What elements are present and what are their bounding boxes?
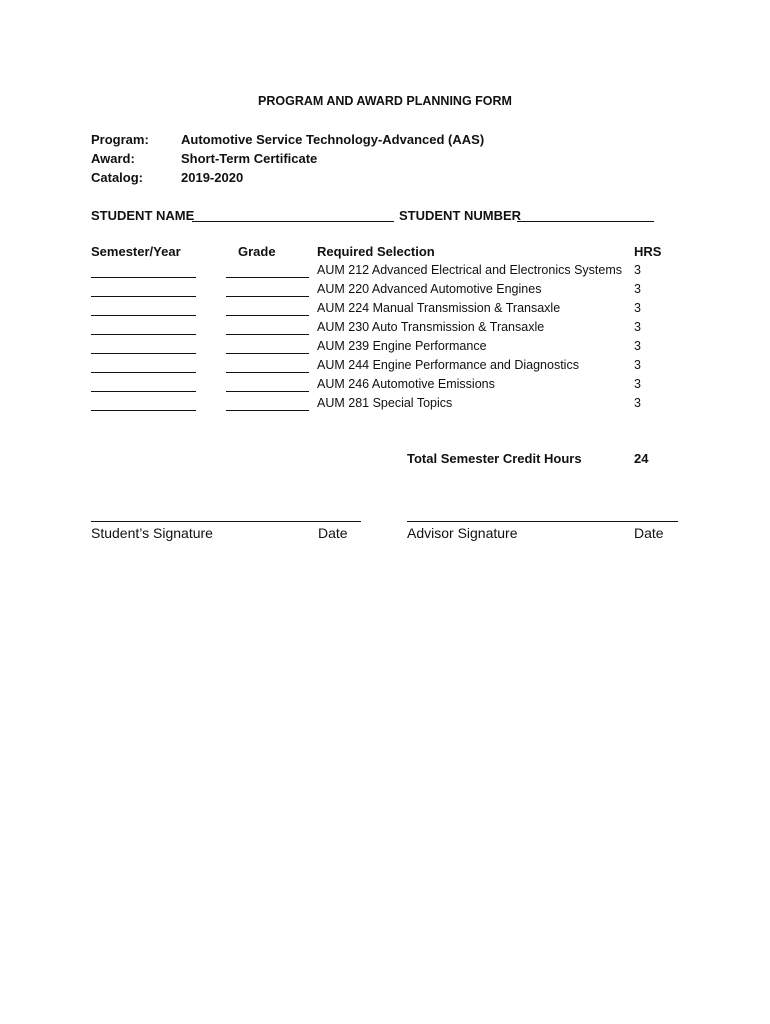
header-required: Required Selection: [317, 244, 435, 259]
program-label: Program:: [91, 132, 149, 147]
header-hrs: HRS: [634, 244, 662, 259]
student-number-label: STUDENT NUMBER: [399, 208, 522, 223]
course-hrs: 3: [634, 339, 641, 353]
semester-field[interactable]: [91, 315, 196, 316]
grade-field[interactable]: [226, 296, 309, 297]
student-name-label: STUDENT NAME: [91, 208, 195, 223]
course-name: AUM 246 Automotive Emissions: [317, 377, 495, 391]
award-label: Award:: [91, 151, 135, 166]
course-name: AUM 239 Engine Performance: [317, 339, 487, 353]
course-hrs: 3: [634, 377, 641, 391]
course-name: AUM 212 Advanced Electrical and Electronics Systems: [317, 263, 622, 277]
student-signature-label: Student’s Signature: [91, 525, 213, 541]
course-name: AUM 281 Special Topics: [317, 396, 453, 410]
student-number-field[interactable]: [517, 221, 654, 222]
grade-field[interactable]: [226, 353, 309, 354]
grade-field[interactable]: [226, 334, 309, 335]
course-hrs: 3: [634, 396, 641, 410]
award-value: Short-Term Certificate: [181, 151, 318, 166]
semester-field[interactable]: [91, 334, 196, 335]
header-grade: Grade: [238, 244, 276, 259]
course-name: AUM 220 Advanced Automotive Engines: [317, 282, 542, 296]
semester-field[interactable]: [91, 391, 196, 392]
course-name: AUM 230 Auto Transmission & Transaxle: [317, 320, 545, 334]
grade-field[interactable]: [226, 410, 309, 411]
course-name: AUM 224 Manual Transmission & Transaxle: [317, 301, 561, 315]
course-hrs: 3: [634, 320, 641, 334]
semester-field[interactable]: [91, 277, 196, 278]
course-hrs: 3: [634, 282, 641, 296]
course-name: AUM 244 Engine Performance and Diagnostics: [317, 358, 579, 372]
course-hrs: 3: [634, 358, 641, 372]
grade-field[interactable]: [226, 372, 309, 373]
form-title: PROGRAM AND AWARD PLANNING FORM: [258, 94, 512, 108]
semester-field[interactable]: [91, 353, 196, 354]
advisor-date-label: Date: [634, 525, 664, 541]
semester-field[interactable]: [91, 410, 196, 411]
semester-field[interactable]: [91, 372, 196, 373]
catalog-label: Catalog:: [91, 170, 143, 185]
student-name-field[interactable]: [192, 221, 394, 222]
semester-field[interactable]: [91, 296, 196, 297]
program-value: Automotive Service Technology-Advanced (AAS): [181, 132, 485, 147]
total-credit-hours-label: Total Semester Credit Hours: [407, 451, 582, 466]
student-date-label: Date: [318, 525, 348, 541]
course-hrs: 3: [634, 263, 641, 277]
student-signature-line[interactable]: [91, 521, 361, 522]
course-hrs: 3: [634, 301, 641, 315]
advisor-signature-line[interactable]: [407, 521, 678, 522]
header-semester: Semester/Year: [91, 244, 181, 259]
catalog-value: 2019-2020: [181, 170, 244, 185]
total-credit-hours-value: 24: [634, 451, 649, 466]
grade-field[interactable]: [226, 391, 309, 392]
grade-field[interactable]: [226, 277, 309, 278]
advisor-signature-label: Advisor Signature: [407, 525, 518, 541]
grade-field[interactable]: [226, 315, 309, 316]
